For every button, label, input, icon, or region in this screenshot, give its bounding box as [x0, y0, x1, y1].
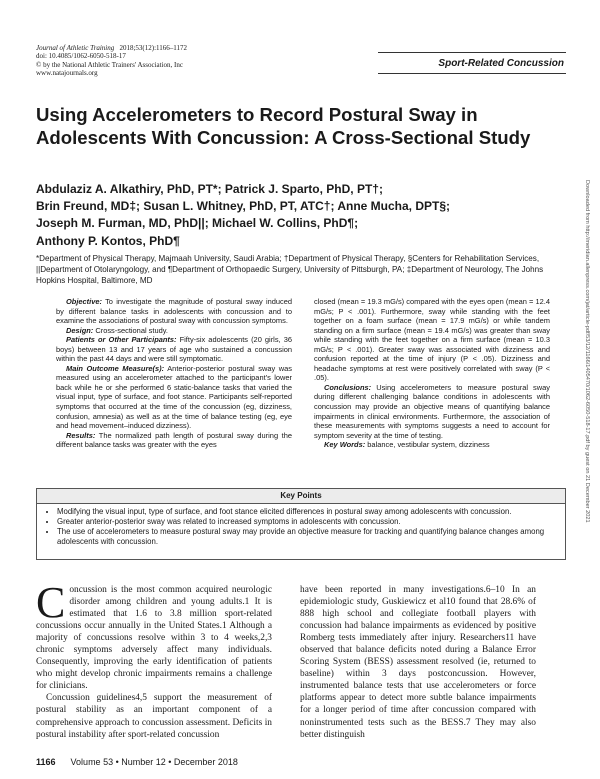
- design-label: Design:: [66, 325, 94, 335]
- abstract-keywords: [314, 440, 550, 450]
- body-text-1: oncussion is the most common acquired neurologic disorder among children and young adults.1 It is estimated that 1.6 to 3.8 million sport-related concussions occur annually in the United States.1 Although a majority of concussions resolve within 3 to 4 weeks,2,3 chronic symptoms adversely affect many individuals. Consequently, improving the early identification of patients who might develop chronic impairments remains a challenge for clinicians.: [36, 585, 272, 692]
- author-list: [36, 181, 556, 250]
- keywords-label: Key Words:: [324, 440, 366, 450]
- body-paragraph-1: [36, 578, 272, 692]
- abstract-patients: [56, 335, 292, 364]
- issue-info: Volume 53 • Number 12 • December 2018: [70, 757, 238, 767]
- journal-info: [36, 44, 356, 78]
- article-title: Using Accelerometers to Record Postural Sway in Adolescents With Concussion: A Cross-Sectional Study: [36, 104, 531, 149]
- body-paragraph-3: have been reported in many investigations.6–10 In an epidemiologic study, Guskiewicz et al10 found that 28.6% of 888 high school and collegiate football players with concussion had balance impairments as evidenced by positive Romberg tests immediately after injury. Researchers11 have observed that balance deficits noted during a Balance Error Scoring System (BESS) assessment resolved (ie, returned to baseline) within 3 days postconcussion. However, instrumented balance tests that use accelerometers or force platforms appear to detect more subtle balance impairments for a longer period of time after concussion compared with noninstrumented tests such as the BESS.7 They may also better distinguish: [300, 585, 536, 740]
- doi[interactable]: doi: 10.4085/1062-6050-518-17: [36, 52, 126, 61]
- outcome-label: Main Outcome Measure(s):: [66, 363, 165, 373]
- key-points-list: [37, 507, 565, 547]
- conclusions-label: Conclusions:: [324, 382, 372, 392]
- citation: 2018;53(12):1166–1172: [119, 44, 188, 52]
- patients-text: Fifty-six adolescents (20 girls, 36 boys) between 13 and 17 years of age who sustained a concussion within the past 44 days and were still symptomatic.: [56, 335, 292, 364]
- download-note: Downloaded from http://meridian.allenpress.com/jat/article-pdf/53/12/1166/1405470/1062-6050-518-17.pdf by guest on 21 December 2021: [584, 180, 590, 523]
- results-text-a: The normalized path length of postural sway during the different balance tasks was greater with the eyes: [56, 430, 292, 450]
- abstract-outcome: [56, 364, 292, 431]
- page-footer: [36, 757, 564, 767]
- design-text: Cross-sectional study.: [95, 325, 168, 335]
- key-points-heading: Key Points: [37, 489, 565, 504]
- body-paragraph-2: Concussion guidelines4,5 support the measurement of postural stability as an important component of a comprehensive approach to concussion assessment. Deficits in postural instability after sport-related concussion: [36, 693, 272, 740]
- journal-title: Journal of Athletic Training: [36, 44, 115, 52]
- abstract-objective: [56, 297, 292, 326]
- author-line: Anthony P. Kontos, PhD¶: [36, 233, 180, 248]
- body-column-right: [300, 584, 536, 741]
- results-label: Results:: [66, 430, 96, 440]
- abstract-conclusions: [314, 383, 550, 440]
- key-point-item: • The use of accelerometers to measure postural sway may provide an objective measure for tracking and quantifying balance changes among adolescents with concussion.: [57, 527, 559, 547]
- objective-label: Objective:: [66, 297, 102, 306]
- patients-label: Patients or Other Participants:: [66, 335, 177, 345]
- affiliations: *Department of Physical Therapy, Majmaah University, Saudi Arabia; †Department of Physical Therapy, §Centers for Rehabilitation Services, ||Department of Otolaryngology, and ¶Department of Orthopaedic Surgery, University of Pittsburgh, PA; ‡Department of Neurology, The Johns Hopkins Hospital, Baltimore, MD: [36, 254, 544, 286]
- results-text-b: closed (mean = 19.3 mG/s) compared with the eyes open (mean = 12.4 mG/s; P < .001). Furthermore, sway while standing with the feet together on a foam surface (mean = 17.9 mG/s) or while tandem standing on a firm surface (mean = 19.4 mG/s) was greater than sway while standing with the feet together on a firm surface (mean = 10.3 mG/s; P < .001). Greater sway was associated with dizziness and confusion reported at the time of injury (P < .05). Dizziness and headache symptoms at rest were positively correlated with sway (P < .05).: [314, 297, 550, 383]
- author-line: Joseph M. Furman, MD, PhD||; Michael W. Collins, PhD¶;: [36, 216, 359, 231]
- section-label: Sport-Related Concussion: [438, 58, 564, 69]
- objective-text: To investigate the magnitude of postural sway induced by different balance tasks in adolescents with concussion and to examine the associations of postural sway with concussion symptoms.: [56, 297, 293, 326]
- website[interactable]: www.natajournals.org: [36, 69, 98, 78]
- author-line: Abdulaziz A. Alkathiry, PhD, PT*; Patrick J. Sparto, PhD, PT†;: [36, 182, 383, 196]
- key-points-box: [36, 488, 566, 560]
- section-tag: [378, 52, 566, 74]
- copyright: © by the National Athletic Trainers' Association, Inc: [36, 60, 183, 69]
- outcome-text: Anterior-posterior postural sway was measured using an accelerometer attached to the participant's lower back while he or she performed 6 static-balance tasks that varied the visual input, type of surface, and foot stance. Participants self-reported symptoms that occurred at the time of the concussion (eg, dizziness, confusion, amnesia) as well as at the time of balance testing (eg, eye and head movement–induced dizziness).: [56, 363, 292, 431]
- abstract-design: [56, 326, 292, 336]
- abstract-column-right: [314, 297, 550, 450]
- author-line: Brin Freund, MD‡; Susan L. Whitney, PhD, PT, ATC†; Anne Mucha, DPT§;: [36, 199, 451, 214]
- conclusions-text: Using accelerometers to measure postural sway during different challenging balance conditions in adolescents with concussion may provide an objective means of quantifying balance impairments in clinical environments. Furthermore, the association of these measurements with symptoms suggests a need to account for symptom severity at the time of testing.: [314, 382, 551, 440]
- keywords-text: balance, vestibular system, dizziness: [367, 440, 490, 450]
- abstract-results: [56, 431, 292, 450]
- body-column-left: [36, 578, 272, 741]
- abstract-column-left: [56, 297, 292, 450]
- key-point-item: • Greater anterior-posterior sway was related to increased symptoms in adolescents with concussion.: [57, 517, 559, 527]
- download-watermark: [583, 180, 592, 640]
- drop-cap: C: [36, 578, 66, 627]
- key-point-item: • Modifying the visual input, type of surface, and foot stance elicited differences in postural sway among adolescents with concussion.: [57, 507, 559, 517]
- page-number: 1166: [36, 757, 56, 767]
